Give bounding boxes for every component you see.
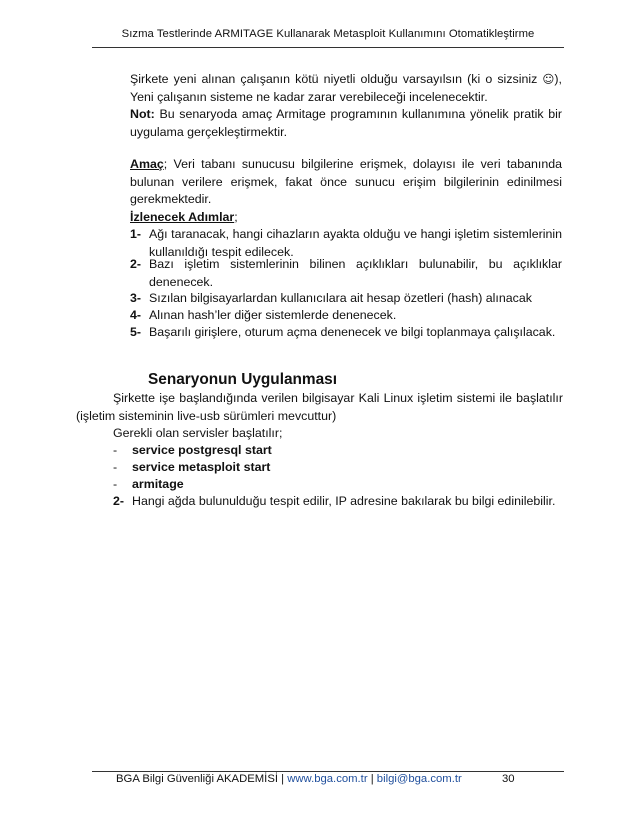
command-text: service metasploit start: [132, 460, 271, 474]
command-item-1: [113, 442, 563, 460]
goal-text: [130, 156, 562, 209]
step-number: 4-: [130, 308, 142, 322]
intro-text: [130, 71, 562, 106]
footer-email-link[interactable]: bilgi@bga.com.tr: [376, 773, 462, 785]
step-text: Hangi ağda bulunulduğu tespit edilir, IP adresine bakılarak bu bilgi edinilebilir.: [132, 494, 556, 508]
steps-suffix: ;: [234, 209, 238, 224]
command-item-3: [113, 476, 563, 494]
intro-line-end: ), Yeni çalışanın sisteme ne kadar zarar verebileceği incelenecektir.: [130, 72, 562, 104]
page-footer: [116, 773, 515, 785]
footer-website-link[interactable]: www.bga.com.tr: [287, 773, 368, 785]
bullet-dash: -: [113, 443, 118, 457]
step-text: Ağı taranacak, hangi cihazların ayakta olduğu ve hangi işletim sistemlerinin kullanıldığı tespit edilecek.: [149, 227, 562, 259]
step-item-3: [130, 290, 562, 308]
services-intro: [113, 425, 563, 443]
steps-heading: [130, 209, 562, 227]
intro-line: Şirkete yeni alınan çalışanın kötü niyetli olduğu varsayılsın (ki o sizsiniz: [130, 72, 543, 86]
goal-label: Amaç: [130, 157, 164, 171]
intro-paragraph: [130, 71, 562, 141]
page-header: Sızma Testlerinde ARMITAGE Kullanarak Metasploit Kullanımını Otomatikleştirme: [121, 28, 535, 40]
bullet-dash: -: [113, 460, 118, 474]
footer-separator: |: [367, 773, 377, 785]
command-text: armitage: [132, 477, 184, 491]
smiley-icon: ☺: [542, 72, 555, 86]
header-divider: [92, 47, 564, 48]
goal-body: ; Veri tabanı sunucusu bilgilerine erişmek, dolayısı ile veri tabanında bulunan verilere erişmek, fakat önce sunucu erişim bilgilerinin edinilmesi gerekmektedir.: [130, 157, 562, 206]
services-text: Gerekli olan servisler başlatılır;: [113, 426, 283, 440]
command-item-2: [113, 459, 563, 477]
step-number: 2-: [113, 494, 125, 508]
note-label: Not:: [130, 107, 155, 121]
step-number: 1-: [130, 227, 142, 241]
command-text: service postgresql start: [132, 443, 272, 457]
steps-label: İzlenecek Adımlar: [130, 209, 235, 224]
bullet-dash: -: [113, 477, 118, 491]
step-item-4: [130, 307, 562, 325]
note-body: Bu senaryoda amaç Armitage programının kullanımına yönelik pratik bir uygulama gerçekleştirmektir.: [130, 107, 562, 139]
step-text: Alınan hash’ler diğer sistemlerde denenecek.: [149, 308, 397, 322]
step-number: 2-: [130, 257, 142, 271]
note-text: [130, 106, 562, 141]
scenario-paragraph: [76, 390, 563, 425]
section-title: Senaryonun Uygulanması: [148, 371, 338, 388]
step-item-5: [130, 324, 562, 342]
page-number: 30: [502, 773, 515, 785]
step-item-2: [130, 256, 562, 292]
step-text: Bazı işletim sistemlerinin bilinen açıklıkları bulunabilir, bu açıklıklar denenecek.: [149, 257, 562, 289]
step-number: 3-: [130, 291, 142, 305]
footer-separator: |: [278, 773, 288, 785]
step-text: Başarılı girişlere, oturum açma denenecek ve bilgi toplanmaya çalışılacak.: [149, 325, 556, 339]
goal-paragraph: [130, 156, 562, 226]
footer-divider: [92, 771, 564, 772]
step-number: 5-: [130, 325, 142, 339]
scenario-step-2: [113, 493, 563, 511]
scenario-text: Şirkette işe başlandığında verilen bilgisayar Kali Linux işletim sistemi ile başlatılır (işletim sisteminin live-usb sürümleri mevcuttur): [76, 391, 563, 423]
footer-org: BGA Bilgi Güvenliği AKADEMİSİ: [116, 773, 278, 785]
step-text: Sızılan bilgisayarlardan kullanıcılara ait hesap özetleri (hash) alınacak: [149, 291, 532, 305]
